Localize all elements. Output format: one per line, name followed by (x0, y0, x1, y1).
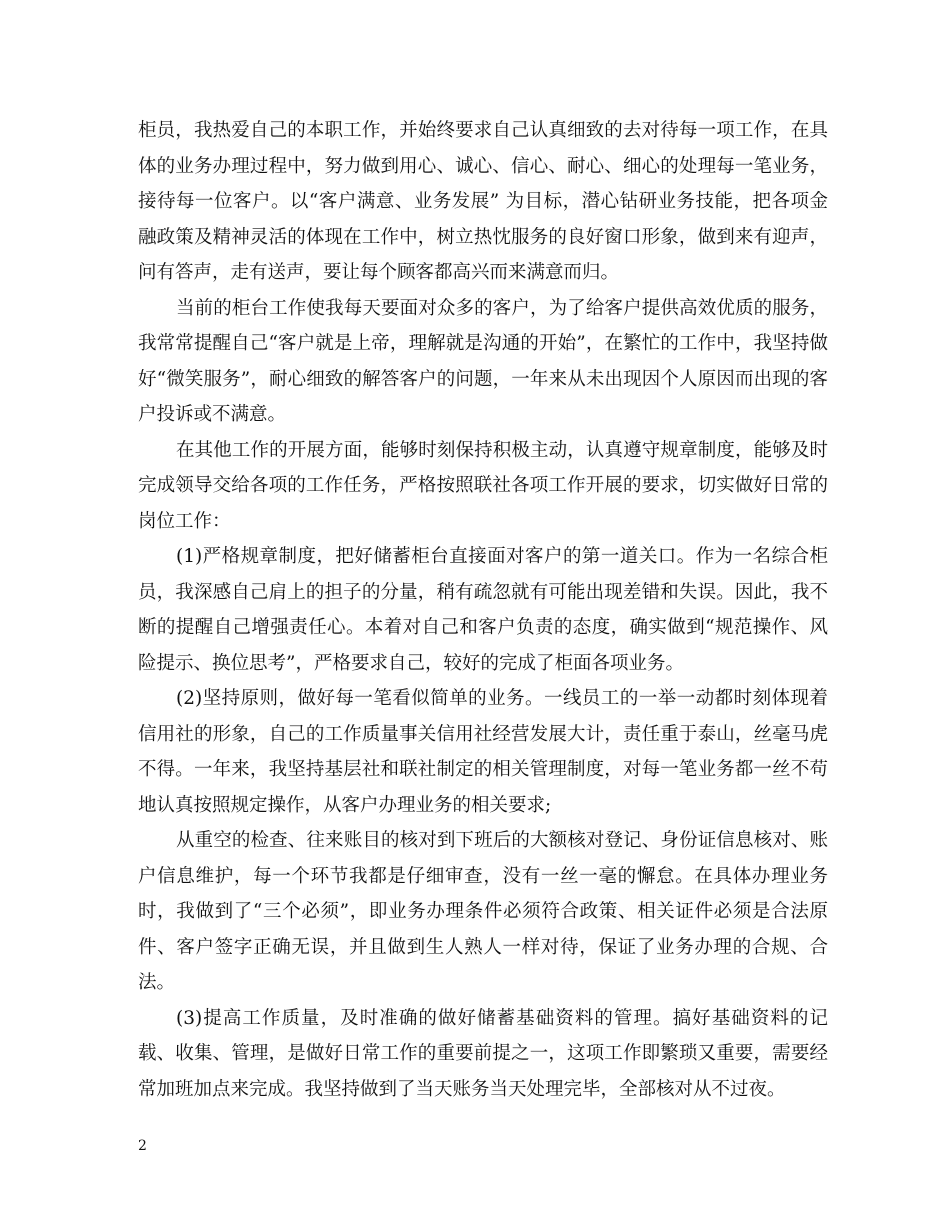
body-text (138, 113, 828, 1107)
paragraph-other-work: 在其他工作的开展方面，能够时刻保持积极主动，认真遵守规章制度，能够及时完成领导交给各项的工作任务，严格按照联社各项工作开展的要求，切实做好日常的岗位工作： (138, 439, 828, 532)
paragraph-counter-service: 当前的柜台工作使我每天要面对众多的客户，为了给客户提供高效优质的服务，我常常提醒自己“客户就是上帝，理解就是沟通的开始”，在繁忙的工作中，我坚持做好“微笑服务”，耐心细致的解答客户的问题，一年来从未出现因个人原因而出现的客户投诉或不满意。 (138, 297, 828, 425)
paragraph-continued: 柜员，我热爱自己的本职工作，并始终要求自己认真细致的去对待每一项工作，在具体的业务办理过程中，努力做到用心、诚心、信心、耐心、细心的处理每一笔业务，接待每一位客户。以“客户满意、业务发展” 为目标，潜心钻研业务技能，把各项金融政策及精神灵活的体现在工作中，树立热忱服务的良好窗口形象，做到来有迎声，问有答声，走有送声，要让每个顾客都高兴而来满意而归。 (138, 120, 828, 283)
paragraph-item-3: (3)提高工作质量，及时准确的做好储蓄基础资料的管理。搞好基础资料的记载、收集、管理，是做好日常工作的重要前提之一，这项工作即繁琐又重要，需要经常加班加点来完成。我坚持做到了当天账务当天处理完毕，全部核对从不过夜。 (138, 1007, 828, 1100)
paragraph-verification: 从重空的检查、往来账目的核对到下班后的大额核对登记、身份证信息核对、账户信息维护，每一个环节我都是仔细审查，没有一丝一毫的懈怠。在具体办理业务时，我做到了“三个必须”，即业务办理条件必须符合政策、相关证件必须是合法原件、客户签字正确无误，并且做到生人熟人一样对待，保证了业务办理的合规、合法。 (138, 830, 828, 993)
paragraph-item-2: (2)坚持原则，做好每一笔看似简单的业务。一线员工的一举一动都时刻体现着信用社的形象，自己的工作质量事关信用社经营发展大计，责任重于泰山，丝毫马虎不得。一年来，我坚持基层社和联社制定的相关管理制度，对每一笔业务都一丝不苟地认真按照规定操作，从客户办理业务的相关要求; (138, 688, 828, 816)
page-number: 2 (138, 1138, 147, 1154)
paragraph-item-1: (1)严格规章制度，把好储蓄柜台直接面对客户的第一道关口。作为一名综合柜员，我深感自己肩上的担子的分量，稍有疏忽就有可能出现差错和失误。因此，我不断的提醒自己增强责任心。本着对自己和客户负责的态度，确实做到“规范操作、风险提示、换位思考”，严格要求自己，较好的完成了柜面各项业务。 (138, 546, 828, 674)
